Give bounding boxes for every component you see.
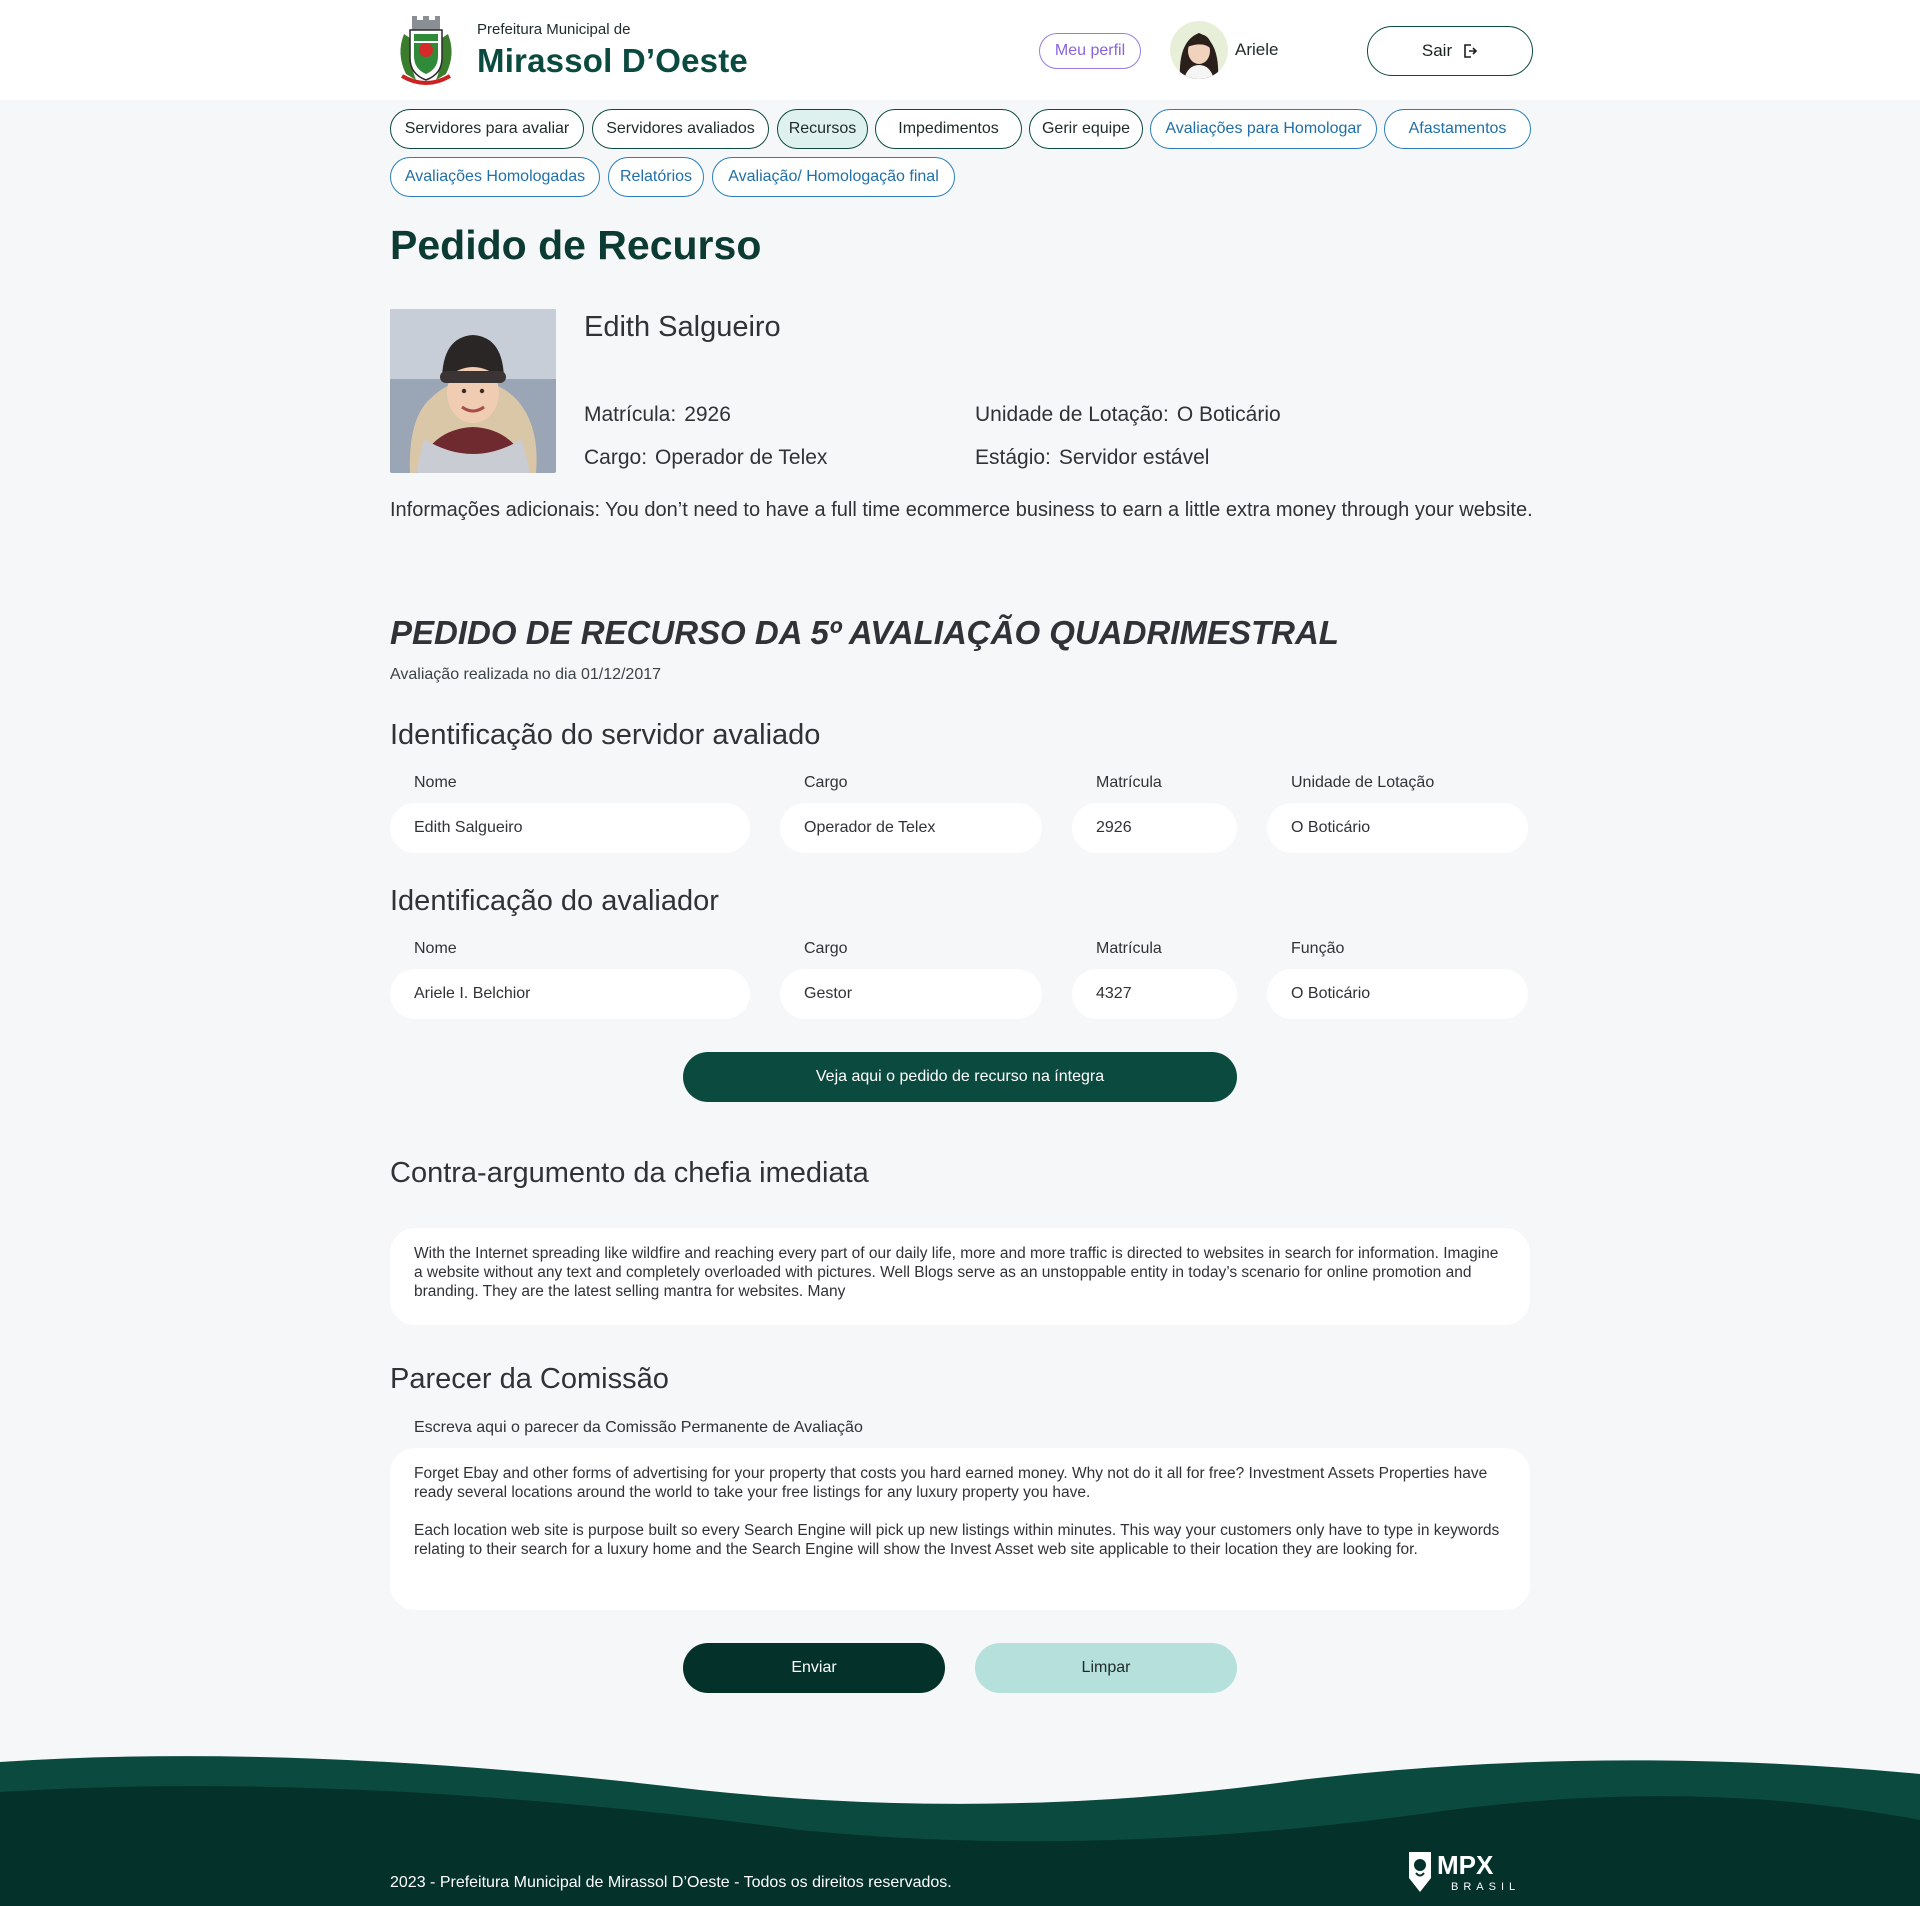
estagio-label: Estágio: xyxy=(975,446,1051,469)
top-header xyxy=(0,0,1920,100)
servidor-unidade-field[interactable]: O Boticário xyxy=(1267,803,1528,853)
servidor-nome-field[interactable]: Edith Salgueiro xyxy=(390,803,750,853)
avaliador-matricula-field[interactable]: 4327 xyxy=(1072,969,1237,1019)
view-full-appeal-button[interactable]: Veja aqui o pedido de recurso na íntegra xyxy=(683,1052,1237,1102)
parecer-paragraph-1: Forget Ebay and other forms of advertising for your property that costs you hard earned money. Why not do it all for free? Investment Assets Properties have ready several locations around the world to take your free listings for any luxury property you have. xyxy=(414,1465,1488,1501)
nav-servidores-para-avaliar[interactable]: Servidores para avaliar xyxy=(390,109,584,149)
employee-estagio xyxy=(975,446,1209,470)
estagio-value: Servidor estável xyxy=(1058,446,1210,469)
matricula-value: 2926 xyxy=(684,403,731,426)
employee-additional-info xyxy=(390,498,1540,522)
mpx-logo-text: MPX xyxy=(1437,1850,1494,1880)
servidor-cargo-label: Cargo xyxy=(804,774,848,791)
nav-avaliacoes-homologadas[interactable]: Avaliações Homologadas xyxy=(390,157,600,197)
logout-button[interactable] xyxy=(1367,26,1533,76)
logout-label: Sair xyxy=(1421,41,1453,60)
clear-button[interactable]: Limpar xyxy=(975,1643,1237,1693)
avaliador-matricula-label: Matrícula xyxy=(1096,940,1162,957)
nav-avaliacao-homologacao-final[interactable]: Avaliação/ Homologação final xyxy=(712,157,955,197)
unidade-value: O Boticário xyxy=(1176,403,1281,426)
footer-copyright: 2023 - Prefeitura Municipal de Mirassol D’Oeste - Todos os direitos reservados. xyxy=(390,1874,952,1891)
avaliador-nome-label: Nome xyxy=(414,940,457,957)
avaliador-section-title: Identificação do avaliador xyxy=(390,885,719,917)
footer-wave xyxy=(0,1750,1920,1906)
parecer-label: Escreva aqui o parecer da Comissão Permanente de Avaliação xyxy=(414,1419,863,1436)
nav-afastamentos[interactable]: Afastamentos xyxy=(1384,109,1531,149)
appeal-title: PEDIDO DE RECURSO DA 5º AVALIAÇÃO QUADRIMESTRAL xyxy=(390,614,1339,651)
user-avatar[interactable] xyxy=(1170,21,1228,79)
employee-unidade xyxy=(975,403,1281,427)
prefecture-title: Mirassol D’Oeste xyxy=(477,42,748,79)
nav-servidores-avaliados[interactable]: Servidores avaliados xyxy=(592,109,769,149)
nav-relatorios[interactable]: Relatórios xyxy=(608,157,704,197)
send-button[interactable]: Enviar xyxy=(683,1643,945,1693)
cargo-value: Operador de Telex xyxy=(655,446,828,469)
avaliador-funcao-label: Função xyxy=(1291,940,1345,957)
my-profile-button[interactable]: Meu perfil xyxy=(1039,33,1141,69)
nav-recursos[interactable]: Recursos xyxy=(777,109,868,149)
logout-icon xyxy=(1462,43,1478,59)
contra-argument-text[interactable]: With the Internet spreading like wildfire and reaching every part of our daily life, more and more traffic is directed to websites in search for information. Imagine a website without any text and completely overloaded with pictures. Well Blogs serve as an unstoppable entity in today’s scenario for online promotion and branding. They are the latest selling mantra for websites. Many xyxy=(390,1228,1530,1325)
contra-argument-title: Contra-argumento da chefia imediata xyxy=(390,1157,869,1189)
appeal-date: Avaliação realizada no dia 01/12/2017 xyxy=(390,666,662,683)
matricula-label: Matrícula: xyxy=(584,403,677,426)
unidade-label: Unidade de Lotação: xyxy=(975,403,1169,426)
page-title: Pedido de Recurso xyxy=(390,222,762,268)
user-name: Ariele xyxy=(1235,40,1279,59)
avaliador-cargo-field[interactable]: Gestor xyxy=(780,969,1042,1019)
nav-avaliacoes-para-homologar[interactable]: Avaliações para Homologar xyxy=(1150,109,1377,149)
nav-gerir-equipe[interactable]: Gerir equipe xyxy=(1029,109,1143,149)
servidor-matricula-label: Matrícula xyxy=(1096,774,1162,791)
cargo-label: Cargo: xyxy=(584,446,648,469)
mpx-logo-subtext: BRASIL xyxy=(1451,1881,1521,1893)
servidor-section-title: Identificação do servidor avaliado xyxy=(390,719,821,751)
servidor-cargo-field[interactable]: Operador de Telex xyxy=(780,803,1042,853)
servidor-unidade-label: Unidade de Lotação xyxy=(1291,774,1435,791)
employee-matricula xyxy=(584,403,731,427)
employee-cargo xyxy=(584,446,827,470)
parecer-title: Parecer da Comissão xyxy=(390,1363,669,1395)
parecer-textarea[interactable] xyxy=(390,1448,1530,1610)
municipal-crest-logo xyxy=(390,14,462,88)
nav-impedimentos[interactable]: Impedimentos xyxy=(875,109,1022,149)
servidor-nome-label: Nome xyxy=(414,774,457,791)
additional-info-value: You don’t need to have a full time ecommerce business to earn a little extra money through your website. xyxy=(605,499,1533,521)
avaliador-nome-field[interactable]: Ariele I. Belchior xyxy=(390,969,750,1019)
parecer-paragraph-2: Each location web site is purpose built so every Search Engine will pick up new listings within minutes. This way your customers only have to type in keywords relating to their search for a luxury home and the Search Engine will show the Invest Asset web site applicable to their location they are looking for. xyxy=(414,1522,1500,1558)
employee-photo xyxy=(390,309,556,473)
avaliador-cargo-label: Cargo xyxy=(804,940,848,957)
employee-name: Edith Salgueiro xyxy=(584,311,781,343)
servidor-matricula-field[interactable]: 2926 xyxy=(1072,803,1237,853)
avaliador-funcao-field[interactable]: O Boticário xyxy=(1267,969,1528,1019)
mpx-brasil-logo xyxy=(1405,1848,1533,1896)
additional-info-label: Informações adicionais: xyxy=(390,499,601,521)
prefecture-subtitle: Prefeitura Municipal de xyxy=(477,21,631,38)
